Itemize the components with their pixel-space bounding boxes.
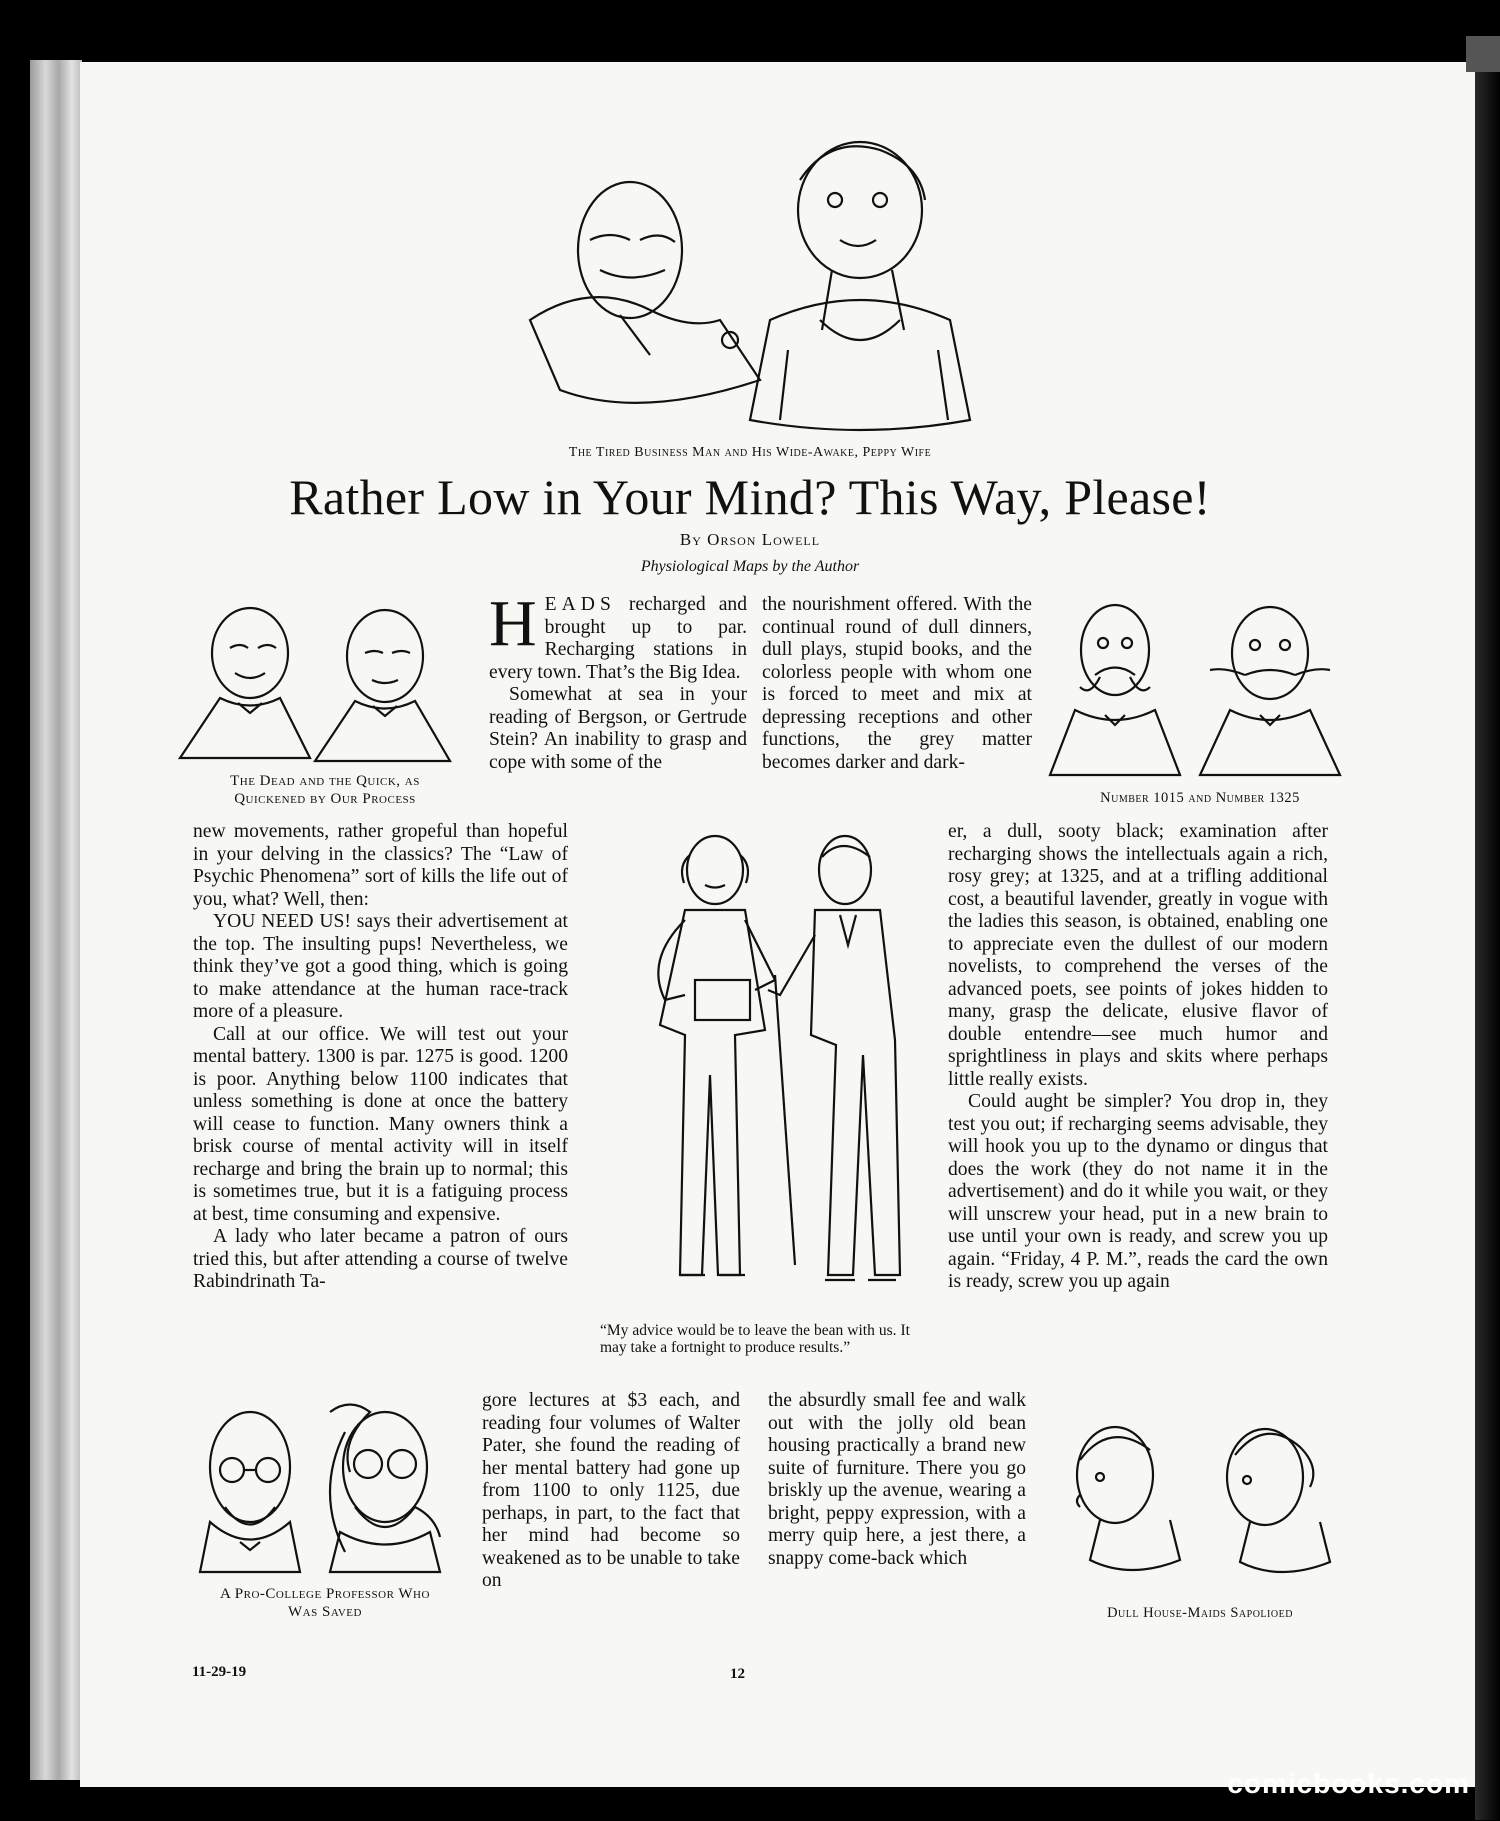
housemaids-caption: Dull House-Maids Sapolioed xyxy=(1107,1605,1293,1621)
right-column xyxy=(948,821,1328,1294)
dead-quick-caption xyxy=(180,772,470,808)
numbers-caption: Number 1015 and Number 1325 xyxy=(1100,790,1300,806)
heads-word: EADS xyxy=(544,594,616,615)
left-column xyxy=(193,821,568,1294)
housemaids-illustration xyxy=(1045,1415,1345,1590)
article-title: Rather Low in Your Mind? This Way, Please! xyxy=(289,469,1211,525)
page-number: 12 xyxy=(730,1666,745,1682)
bottom-column-1 xyxy=(482,1390,740,1593)
caption-line-1: The Dead and the Quick, as xyxy=(230,773,420,789)
col2-para: the nourishment offered. With the continual round of dull dinners, dull plays, stupid books, and the colorless people with whom one is forced to meet and mix at depressing receptions and other functions, the grey matter becomes darker and dark- xyxy=(762,594,1032,773)
right-para-2: Could aught be simpler? You drop in, they test you out; if recharging seems advisable, they will hook you up to the dynamo or dingus that does the work (they do not name it in the advertisement) and do it while you wait, or they will unscrew your head, put in a new brain to use until your own is ready, and screw you up again. “Friday, 4 P. M.”, reads the card the own is ready, screw you up again xyxy=(948,1091,1328,1292)
subtitle: Physiological Maps by the Author xyxy=(640,558,860,575)
book-spine xyxy=(30,60,82,1780)
watermark: comicbooks.com xyxy=(1227,1768,1470,1799)
dead-quick-illustration xyxy=(180,598,460,768)
right-para-1: er, a dull, sooty black; examination after recharging shows the intellectuals again a rich, rosy grey; at 1325, and at a trifling additional cost, a beautiful lavender, greatly in vogue with the ladies this season, is obtained, enabling one to appreciate even the dullest of our modern novelists, to comprehend the verses of the advanced poets, see points of jokes hidden to many, grasp the delicate, elusive flavor of double entendre—see much humor and sprightliness in plays and skits where perhaps little really exists. xyxy=(948,821,1328,1090)
left-para-3: Call at our office. We will test out your mental battery. 1300 is par. 1275 is good. 1200 is poor. Anything below 1100 indicates that unless something is done at once the battery will cease to function. Many owners think a brisk course of mental activity will in itself recharge and bring the brain up to normal; this is sometimes true, but it is a fatiguing process at best, time consuming and expensive. xyxy=(193,1023,568,1225)
left-para-1: new movements, rather gropeful than hopeful in your delving in the classics? The “Law of Psychic Phenomena” sort of kills the life out of you, what? Well, then: xyxy=(193,821,568,910)
column-2 xyxy=(762,594,1032,774)
left-para-4: A lady who later became a patron of ours tried this, but after attending a course of twelve Rabindrinath Ta- xyxy=(193,1226,568,1292)
numbers-illustration xyxy=(1055,595,1345,780)
professor-caption xyxy=(180,1585,470,1621)
scan-artifact xyxy=(1466,36,1500,72)
bottom-column-2 xyxy=(768,1390,1026,1570)
page-right-edge xyxy=(1475,40,1500,1820)
gentlemen-illustration xyxy=(600,825,930,1305)
issue-date: 11-29-19 xyxy=(192,1664,247,1680)
column-1 xyxy=(489,587,747,774)
header-illustration xyxy=(520,140,1010,440)
professor-caption-line-2: Was Saved xyxy=(288,1604,362,1620)
bottom-col1-para: gore lectures at $3 each, and reading four volumes of Walter Pater, she found the reading of her mental battery had gone up from 1100 to only 1125, due perhaps, in part, to the fact that her mind had become so weakened as to be unable to take on xyxy=(482,1390,740,1591)
left-para-2: YOU NEED US! says their advertisement at the top. The insulting pups! Nevertheless, we think they’ve got a good thing, which is going to make attendance at the human race-track more of a pleasure. xyxy=(193,911,568,1022)
byline: By Orson Lowell xyxy=(679,530,821,549)
professor-caption-line-1: A Pro-College Professor Who xyxy=(220,1586,430,1602)
header-caption: The Tired Business Man and His Wide-Awake, Peppy Wife xyxy=(568,445,932,460)
col1-para-1: recharged and brought up to par. Recharging stations in every town. That’s the Big Idea. xyxy=(489,594,747,683)
drop-cap: H xyxy=(489,587,537,660)
col1-para-2: Somewhat at sea in your reading of Bergson, or Gertrude Stein? An inability to grasp and cope with some of the xyxy=(489,684,747,773)
center-caption: “My advice would be to leave the bean with us. It may take a fortnight to produce results.” xyxy=(600,1322,910,1356)
bottom-col2-para: the absurdly small fee and walk out with the jolly old bean housing practically a brand new suite of furniture. There you go briskly up the avenue, wearing a bright, peppy expression, with a merry quip here, a jest there, a snappy come-back which xyxy=(768,1390,1026,1569)
caption-line-2: Quickened by Our Process xyxy=(234,791,416,807)
professor-illustration xyxy=(180,1392,470,1577)
